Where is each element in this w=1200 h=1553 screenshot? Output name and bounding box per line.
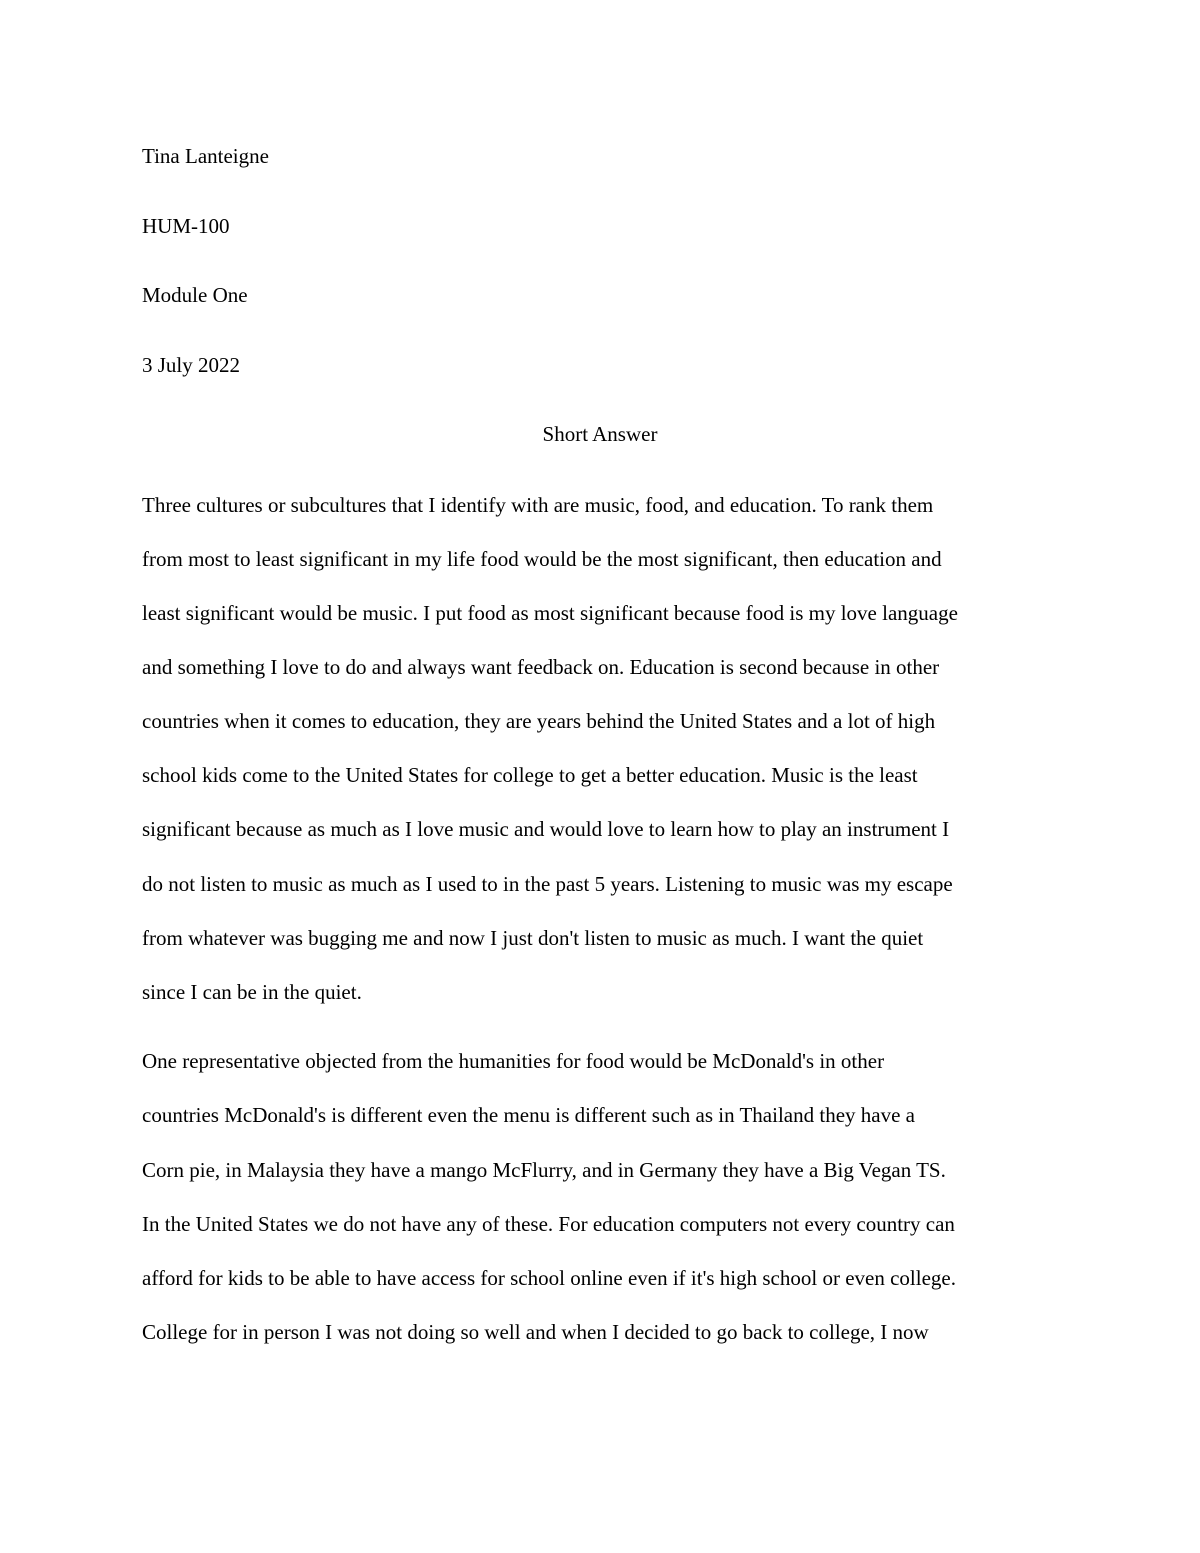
module-name: Module One <box>142 283 248 307</box>
paragraph-line: since I can be in the quiet. <box>142 980 362 1004</box>
author-name: Tina Lanteigne <box>142 144 269 168</box>
paragraph-line: countries McDonald's is different even the menu is different such as in Thailand they have a <box>142 1103 915 1127</box>
paragraph-line: least significant would be music. I put food as most significant because food is my love language <box>142 601 958 625</box>
paragraph-line: significant because as much as I love music and would love to learn how to play an instrument I <box>142 817 950 841</box>
document-title: Short Answer <box>542 422 658 446</box>
paragraph-line: school kids come to the United States for college to get a better education. Music is the least <box>142 763 918 787</box>
paragraph-line: countries when it comes to education, they are years behind the United States and a lot of high <box>142 709 936 733</box>
paragraph-line: One representative objected from the humanities for food would be McDonald's in other <box>142 1049 885 1073</box>
paragraph-line: Three cultures or subcultures that I identify with are music, food, and education. To rank them <box>142 493 934 517</box>
paragraph-line: College for in person I was not doing so well and when I decided to go back to college, I now <box>142 1320 929 1344</box>
paragraph-line: afford for kids to be able to have access for school online even if it's high school or even college. <box>142 1266 956 1290</box>
paragraph-line: do not listen to music as much as I used to in the past 5 years. Listening to music was my escape <box>142 872 953 896</box>
document-date: 3 July 2022 <box>142 353 241 377</box>
paragraph-line: and something I love to do and always want feedback on. Education is second because in other <box>142 655 940 679</box>
course-code: HUM-100 <box>142 214 230 238</box>
paragraph-line: from most to least significant in my life food would be the most significant, then education and <box>142 547 942 571</box>
paragraph-line: Corn pie, in Malaysia they have a mango McFlurry, and in Germany they have a Big Vegan TS. <box>142 1158 946 1182</box>
paragraph-line: In the United States we do not have any of these. For education computers not every country can <box>142 1212 955 1236</box>
paragraph-line: from whatever was bugging me and now I just don't listen to music as much. I want the quiet <box>142 926 924 950</box>
